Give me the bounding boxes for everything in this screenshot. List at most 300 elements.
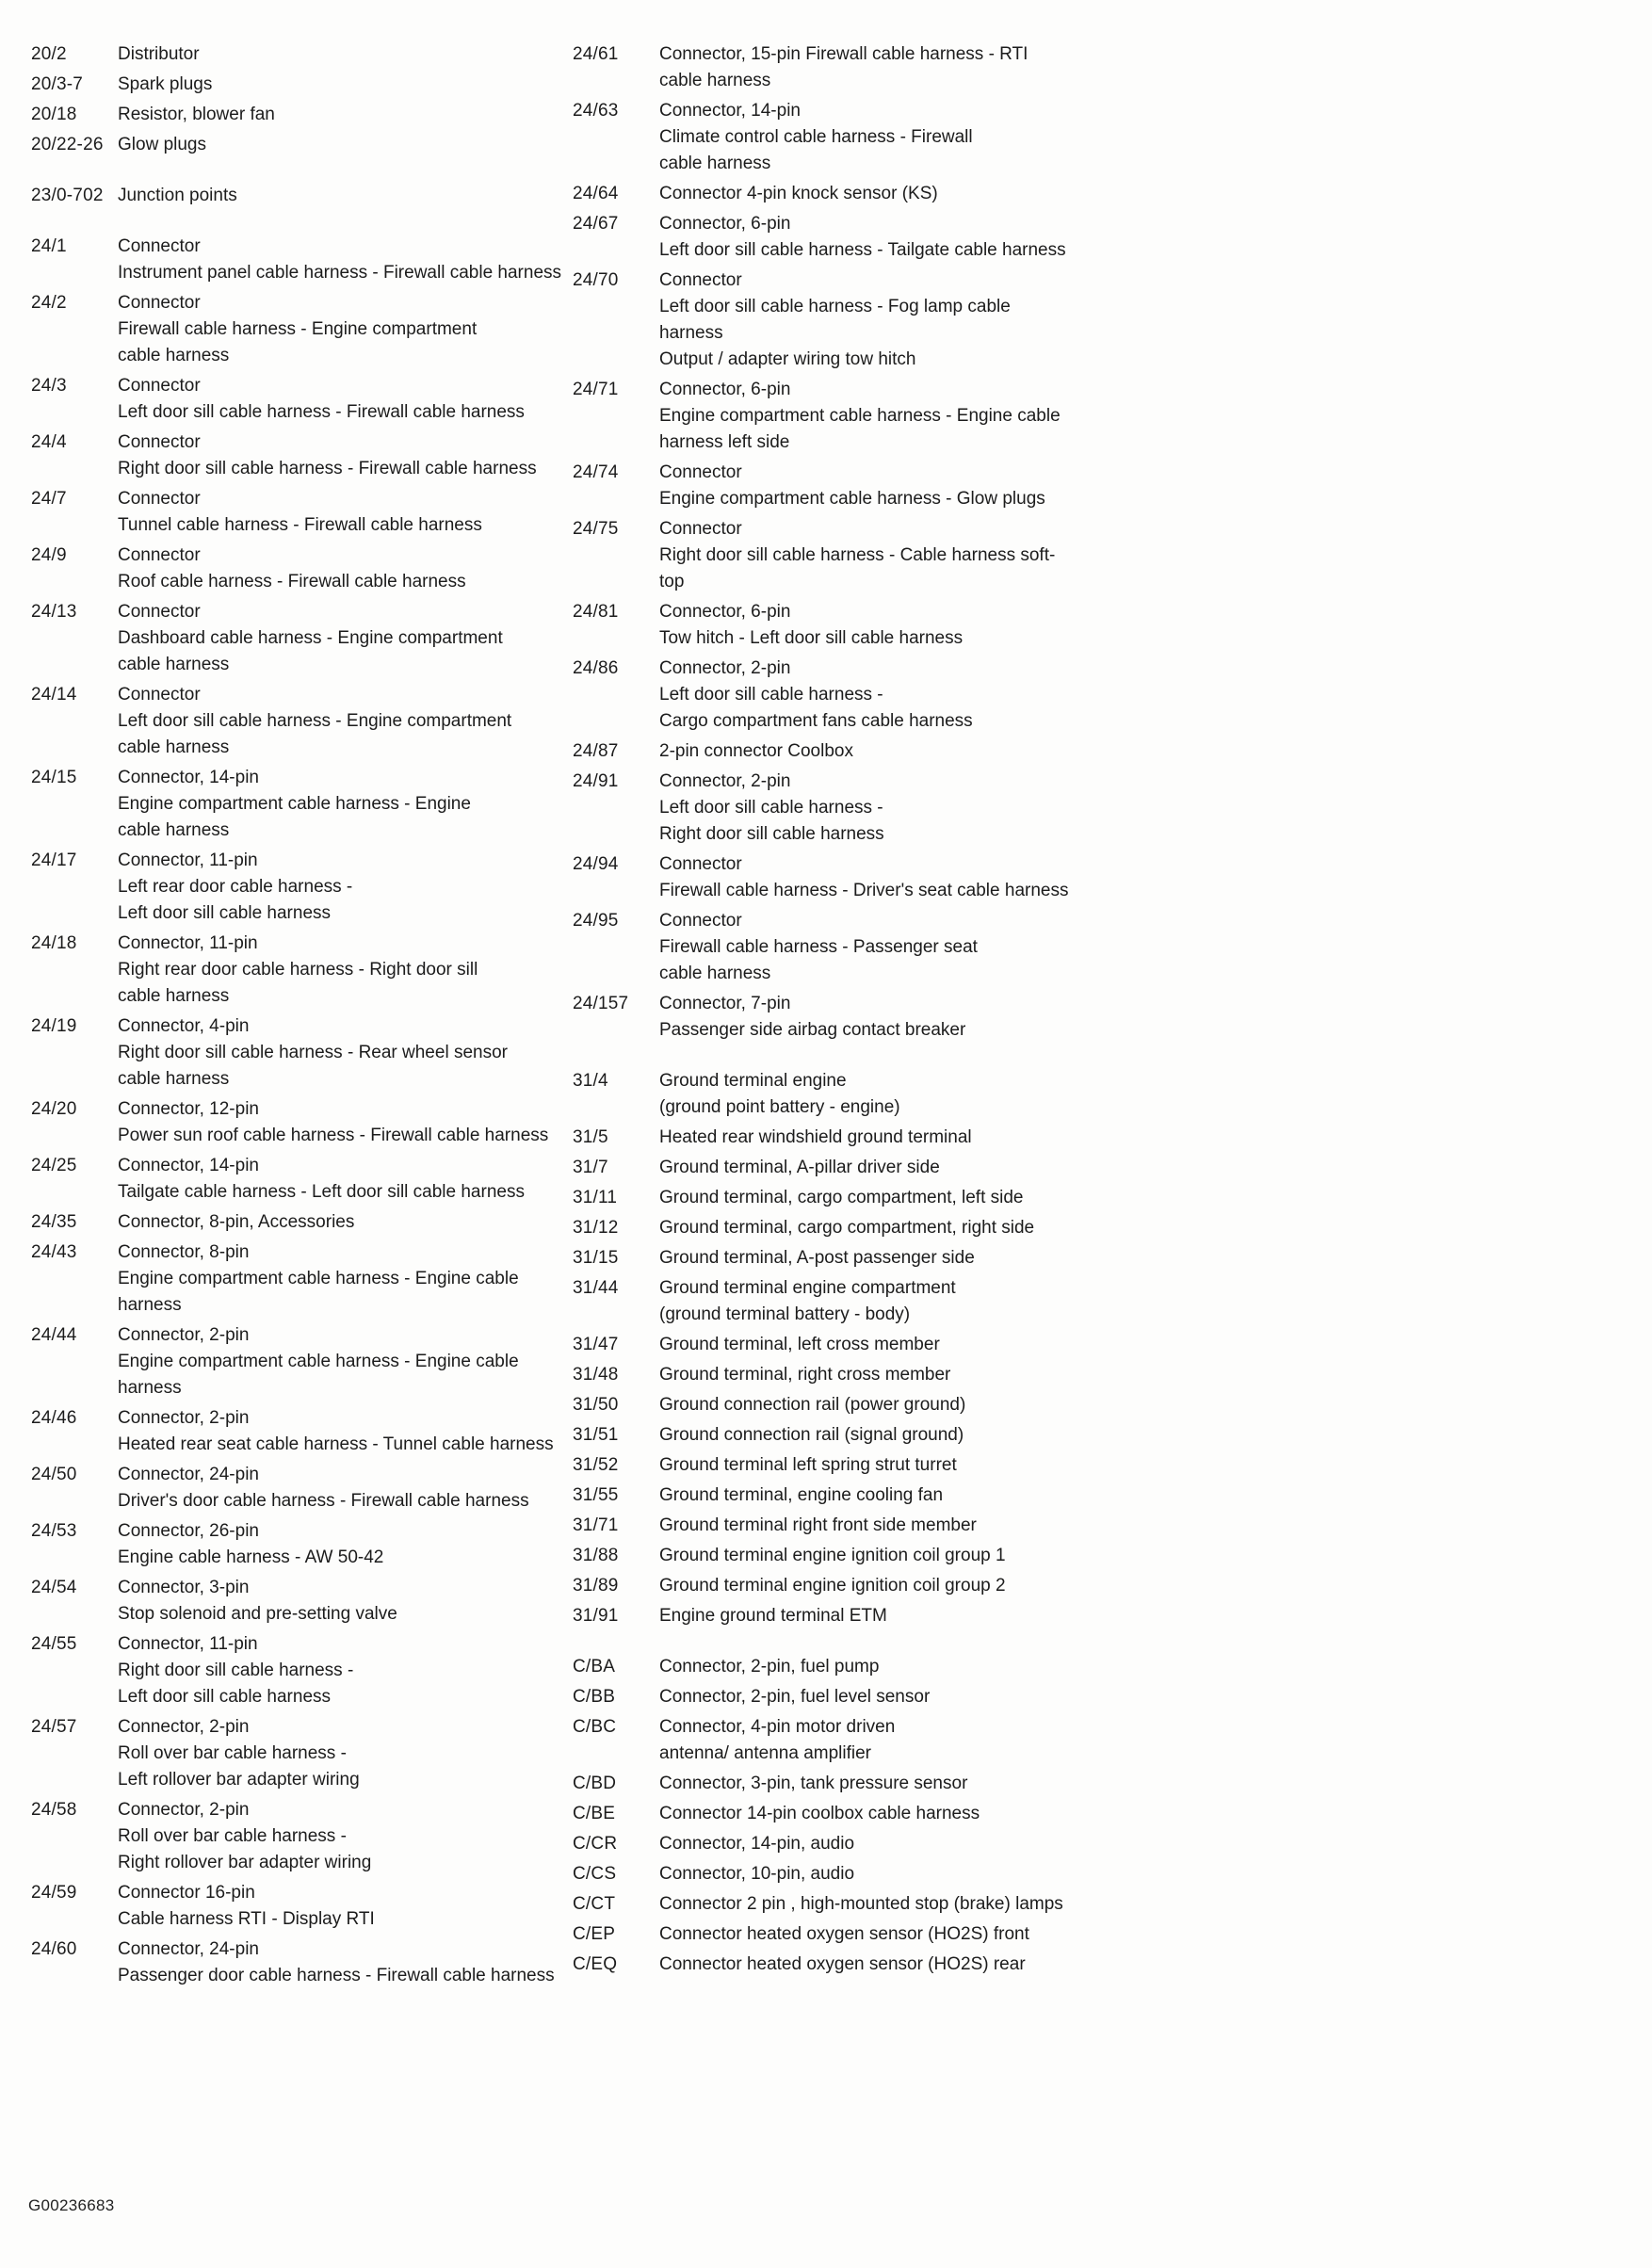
component-code: 24/60 bbox=[31, 1939, 77, 1959]
description-line: Distributor bbox=[118, 44, 200, 64]
component-code: 31/55 bbox=[573, 1485, 619, 1505]
component-description bbox=[659, 656, 1081, 735]
description-line: Spark plugs bbox=[118, 74, 213, 94]
component-code: C/EQ bbox=[573, 1954, 618, 1974]
component-description bbox=[659, 1275, 1081, 1328]
description-line: Ground terminal, A-post passenger side bbox=[659, 1248, 975, 1268]
legend-entry bbox=[31, 72, 573, 98]
description-line: Cargo compartment fans cable harness bbox=[659, 711, 973, 731]
component-description bbox=[118, 290, 573, 369]
component-description bbox=[118, 1631, 573, 1710]
description-line: Connector 4-pin knock sensor (KS) bbox=[659, 184, 938, 203]
description-line: Connector, 2-pin bbox=[118, 1325, 250, 1345]
description-line: Left door sill cable harness - Fog lamp cable harness bbox=[659, 297, 1011, 343]
component-code: 24/75 bbox=[573, 519, 619, 539]
component-description bbox=[659, 1831, 1081, 1857]
description-line: Connector 16-pin bbox=[118, 1883, 255, 1903]
legend-entry bbox=[573, 1831, 1081, 1857]
legend-entry bbox=[573, 1392, 1081, 1418]
description-line: Connector bbox=[118, 293, 201, 313]
component-code: 31/71 bbox=[573, 1515, 619, 1535]
component-code: 20/3-7 bbox=[31, 74, 84, 94]
component-code: 31/52 bbox=[573, 1455, 619, 1475]
description-line: Connector 2 pin , high-mounted stop (brake) lamps bbox=[659, 1894, 1063, 1914]
description-line: Connector, 10-pin, audio bbox=[659, 1864, 855, 1884]
description-line: Left rollover bar adapter wiring bbox=[118, 1770, 360, 1790]
legend-entry bbox=[573, 738, 1081, 765]
description-line: Connector, 7-pin bbox=[659, 994, 791, 1013]
legend-entry bbox=[573, 1332, 1081, 1358]
description-line: Resistor, blower fan bbox=[118, 105, 275, 124]
component-code: 31/88 bbox=[573, 1546, 619, 1565]
description-line: Left door sill cable harness - Engine compartment bbox=[118, 711, 512, 731]
component-code: C/BD bbox=[573, 1774, 617, 1793]
description-line: Connector, 2-pin, fuel level sensor bbox=[659, 1687, 931, 1707]
component-description bbox=[659, 1362, 1081, 1388]
legend-entry bbox=[573, 1362, 1081, 1388]
description-line: Connector bbox=[118, 602, 201, 622]
description-line: Connector, 14-pin, audio bbox=[659, 1834, 855, 1854]
legend-entry bbox=[573, 41, 1081, 94]
description-line: Left door sill cable harness - bbox=[659, 685, 883, 705]
legend-entry bbox=[573, 1482, 1081, 1509]
description-line: Connector bbox=[118, 236, 201, 256]
description-line: Heated rear seat cable harness - Tunnel cable harness bbox=[118, 1434, 554, 1454]
description-line: Connector bbox=[118, 432, 201, 452]
component-description bbox=[659, 991, 1081, 1044]
description-line: Dashboard cable harness - Engine compartment bbox=[118, 628, 503, 648]
component-description bbox=[118, 486, 573, 539]
component-description bbox=[659, 1185, 1081, 1211]
description-line: Passenger side airbag contact breaker bbox=[659, 1020, 966, 1040]
component-code: 31/7 bbox=[573, 1158, 608, 1177]
component-code: 24/25 bbox=[31, 1156, 77, 1175]
legend-entry bbox=[573, 1125, 1081, 1151]
description-line: Right door sill cable harness bbox=[659, 824, 884, 844]
component-description bbox=[659, 460, 1081, 512]
legend-entry bbox=[573, 211, 1081, 264]
description-line: Left rear door cable harness - bbox=[118, 877, 353, 897]
component-description bbox=[659, 41, 1081, 94]
legend-entry bbox=[31, 183, 573, 209]
description-line: cable harness bbox=[118, 820, 230, 840]
component-code: 24/19 bbox=[31, 1016, 77, 1036]
description-line: Connector bbox=[118, 685, 201, 705]
legend-entry bbox=[31, 290, 573, 369]
description-line: Passenger door cable harness - Firewall cable harness bbox=[118, 1966, 555, 1985]
description-line: harness left side bbox=[659, 432, 790, 452]
component-code: 24/81 bbox=[573, 602, 619, 622]
component-code: C/CT bbox=[573, 1894, 616, 1914]
component-description bbox=[659, 98, 1081, 177]
description-line: Driver's door cable harness - Firewall cable harness bbox=[118, 1491, 529, 1511]
component-description bbox=[659, 211, 1081, 264]
legend-entry bbox=[31, 599, 573, 678]
description-line: Connector bbox=[659, 854, 742, 874]
legend-entry bbox=[31, 1153, 573, 1206]
legend-entry bbox=[573, 908, 1081, 987]
component-code: 31/12 bbox=[573, 1218, 619, 1238]
component-code: 24/46 bbox=[31, 1408, 77, 1428]
component-code: 24/95 bbox=[573, 911, 619, 931]
description-line: Instrument panel cable harness - Firewall cable harness bbox=[118, 263, 562, 283]
component-description bbox=[118, 543, 573, 595]
description-line: harness bbox=[118, 1295, 182, 1315]
description-line: Connector, 2-pin bbox=[118, 1717, 250, 1737]
description-line: Connector, 24-pin bbox=[118, 1939, 259, 1959]
component-description bbox=[659, 599, 1081, 652]
description-line: Connector, 2-pin bbox=[118, 1800, 250, 1820]
description-line: Roll over bar cable harness - bbox=[118, 1826, 347, 1846]
component-description bbox=[659, 908, 1081, 987]
description-line: Engine ground terminal ETM bbox=[659, 1606, 887, 1626]
component-description bbox=[659, 377, 1081, 456]
component-description bbox=[118, 682, 573, 761]
description-line: (ground point battery - engine) bbox=[659, 1097, 900, 1117]
component-description bbox=[118, 183, 573, 209]
description-line: Roll over bar cable harness - bbox=[118, 1743, 347, 1763]
description-line: Connector bbox=[659, 519, 742, 539]
legend-entry bbox=[31, 373, 573, 426]
legend-entry bbox=[31, 1239, 573, 1319]
description-line: Connector, 14-pin bbox=[659, 101, 801, 121]
component-code: 24/13 bbox=[31, 602, 77, 622]
description-line: Right rear door cable harness - Right door sill bbox=[118, 960, 478, 980]
description-line: Connector, 2-pin bbox=[659, 658, 791, 678]
component-code: 31/4 bbox=[573, 1071, 608, 1091]
component-code: 24/61 bbox=[573, 44, 619, 64]
description-line: Ground terminal, cargo compartment, left side bbox=[659, 1188, 1024, 1207]
component-description bbox=[659, 769, 1081, 848]
description-line: Connector, 12-pin bbox=[118, 1099, 259, 1119]
legend-entry bbox=[31, 102, 573, 128]
description-line: cable harness bbox=[118, 986, 230, 1006]
description-line: cable harness bbox=[118, 737, 230, 757]
component-code: 20/2 bbox=[31, 44, 67, 64]
legend-entry bbox=[31, 1714, 573, 1793]
legend-entry bbox=[573, 1771, 1081, 1797]
description-line: cable harness bbox=[659, 964, 771, 983]
component-description bbox=[659, 1654, 1081, 1680]
description-line: Connector 14-pin coolbox cable harness bbox=[659, 1804, 980, 1823]
legend-entry bbox=[573, 991, 1081, 1044]
component-description bbox=[659, 1068, 1081, 1121]
legend-entry bbox=[573, 1452, 1081, 1479]
description-line: Left door sill cable harness bbox=[118, 903, 332, 923]
component-description bbox=[118, 1880, 573, 1933]
component-description bbox=[659, 738, 1081, 765]
component-code: 24/63 bbox=[573, 101, 619, 121]
legend-entry bbox=[31, 1518, 573, 1571]
description-line: Connector bbox=[118, 545, 201, 565]
description-line: Connector bbox=[659, 462, 742, 482]
legend-entry bbox=[31, 486, 573, 539]
component-code: 31/15 bbox=[573, 1248, 619, 1268]
description-line: Left door sill cable harness - Firewall cable harness bbox=[118, 402, 525, 422]
description-line: Ground terminal, A-pillar driver side bbox=[659, 1158, 940, 1177]
component-code: 31/91 bbox=[573, 1606, 619, 1626]
description-line: Connector, 11-pin bbox=[118, 933, 258, 953]
description-line: Left door sill cable harness bbox=[118, 1687, 332, 1707]
legend-entry bbox=[573, 1513, 1081, 1539]
legend-entry bbox=[573, 1684, 1081, 1710]
legend-entry bbox=[573, 1068, 1081, 1121]
legend-entry bbox=[573, 267, 1081, 373]
component-description bbox=[118, 1096, 573, 1149]
legend-entry bbox=[573, 1275, 1081, 1328]
description-line: 2-pin connector Coolbox bbox=[659, 741, 853, 761]
component-description bbox=[118, 1797, 573, 1876]
legend-entry bbox=[573, 1215, 1081, 1241]
description-line: cable harness bbox=[659, 154, 771, 173]
description-line: Right rollover bar adapter wiring bbox=[118, 1853, 372, 1872]
legend-entry bbox=[573, 1714, 1081, 1767]
legend-entry bbox=[573, 1861, 1081, 1887]
legend-entry bbox=[31, 41, 573, 68]
legend-entry bbox=[573, 98, 1081, 177]
component-description bbox=[659, 1215, 1081, 1241]
legend-entry bbox=[573, 516, 1081, 595]
description-line: Ground connection rail (signal ground) bbox=[659, 1425, 964, 1445]
description-line: Connector, 11-pin bbox=[118, 850, 258, 870]
description-line: Connector bbox=[118, 489, 201, 509]
description-line: Connector, 8-pin, Accessories bbox=[118, 1212, 355, 1232]
legend-entry bbox=[573, 1155, 1081, 1181]
component-code: 24/87 bbox=[573, 741, 619, 761]
component-code: C/CR bbox=[573, 1834, 618, 1854]
legend-entry bbox=[573, 1422, 1081, 1449]
component-code: C/BA bbox=[573, 1657, 616, 1677]
description-line: Ground terminal engine compartment bbox=[659, 1278, 956, 1298]
description-line: Connector bbox=[659, 270, 742, 290]
description-line: Ground connection rail (power ground) bbox=[659, 1395, 966, 1415]
component-description bbox=[659, 1771, 1081, 1797]
legend-entry bbox=[31, 1575, 573, 1628]
component-code: 24/53 bbox=[31, 1521, 77, 1541]
component-code: 31/5 bbox=[573, 1127, 608, 1147]
description-line: cable harness bbox=[118, 1069, 230, 1089]
description-line: Connector heated oxygen sensor (HO2S) rear bbox=[659, 1954, 1026, 1974]
description-line: Connector, 2-pin bbox=[118, 1408, 250, 1428]
component-description bbox=[118, 1714, 573, 1793]
description-line: Ground terminal left spring strut turret bbox=[659, 1455, 957, 1475]
component-description bbox=[118, 1209, 573, 1236]
component-description bbox=[659, 1543, 1081, 1569]
component-code: 24/70 bbox=[573, 270, 619, 290]
component-code: C/EP bbox=[573, 1924, 616, 1944]
description-line: Firewall cable harness - Engine compartment bbox=[118, 319, 478, 339]
component-code: 24/35 bbox=[31, 1212, 77, 1232]
component-code: 31/48 bbox=[573, 1365, 619, 1385]
component-description bbox=[659, 1155, 1081, 1181]
description-line: Ground terminal, engine cooling fan bbox=[659, 1485, 944, 1505]
description-line: Connector, 3-pin, tank pressure sensor bbox=[659, 1774, 968, 1793]
component-code: 24/57 bbox=[31, 1717, 77, 1737]
component-description bbox=[659, 1392, 1081, 1418]
legend-entry bbox=[573, 460, 1081, 512]
component-description bbox=[659, 1332, 1081, 1358]
description-line: Right door sill cable harness - Cable harness soft-top bbox=[659, 545, 1056, 591]
component-description bbox=[118, 373, 573, 426]
component-code: 24/20 bbox=[31, 1099, 77, 1119]
component-code: 24/9 bbox=[31, 545, 67, 565]
legend-entry bbox=[573, 769, 1081, 848]
legend-entry bbox=[31, 682, 573, 761]
component-code: 24/2 bbox=[31, 293, 67, 313]
component-description bbox=[659, 1245, 1081, 1272]
component-description bbox=[659, 1603, 1081, 1629]
legend-entry bbox=[31, 848, 573, 927]
description-line: Tow hitch - Left door sill cable harness bbox=[659, 628, 964, 648]
legend-entry bbox=[573, 1573, 1081, 1599]
legend-entry bbox=[31, 132, 573, 158]
component-description bbox=[118, 1153, 573, 1206]
component-description bbox=[118, 1518, 573, 1571]
component-code: 31/44 bbox=[573, 1278, 619, 1298]
component-description bbox=[118, 1462, 573, 1515]
component-description bbox=[659, 1921, 1081, 1948]
component-description bbox=[118, 1239, 573, 1319]
component-code: 31/11 bbox=[573, 1188, 618, 1207]
description-line: Stop solenoid and pre-setting valve bbox=[118, 1604, 397, 1624]
description-line: Ground terminal, left cross member bbox=[659, 1335, 940, 1354]
description-line: Ground terminal engine bbox=[659, 1071, 847, 1091]
component-code: C/CS bbox=[573, 1864, 617, 1884]
description-line: (ground terminal battery - body) bbox=[659, 1304, 911, 1324]
description-line: Engine compartment cable harness - Engine cable bbox=[659, 406, 1061, 426]
component-code: 24/55 bbox=[31, 1634, 77, 1654]
component-code: 24/157 bbox=[573, 994, 629, 1013]
legend-column-right bbox=[573, 41, 1081, 1982]
description-line: Connector, 11-pin bbox=[118, 1634, 258, 1654]
component-description bbox=[659, 1573, 1081, 1599]
component-code: 24/58 bbox=[31, 1800, 77, 1820]
component-description bbox=[118, 234, 573, 286]
description-line: Ground terminal engine ignition coil group 1 bbox=[659, 1546, 1006, 1565]
component-code: C/BE bbox=[573, 1804, 616, 1823]
legend-entry bbox=[573, 851, 1081, 904]
component-description bbox=[118, 102, 573, 128]
component-code: 20/18 bbox=[31, 105, 77, 124]
description-line: Engine compartment cable harness - Glow plugs bbox=[659, 489, 1045, 509]
component-code: 24/74 bbox=[573, 462, 619, 482]
description-line: Connector bbox=[659, 911, 742, 931]
component-code: 24/43 bbox=[31, 1242, 77, 1262]
description-line: Right door sill cable harness - bbox=[118, 1660, 354, 1680]
description-line: Climate control cable harness - Firewall bbox=[659, 127, 973, 147]
description-line: Connector, 3-pin bbox=[118, 1578, 250, 1597]
description-line: Heated rear windshield ground terminal bbox=[659, 1127, 972, 1147]
description-line: harness bbox=[118, 1378, 182, 1398]
legend-entry bbox=[573, 1952, 1081, 1978]
legend-column-left bbox=[31, 41, 573, 1993]
component-code: 31/47 bbox=[573, 1335, 619, 1354]
component-code: 24/18 bbox=[31, 933, 77, 953]
description-line: Roof cable harness - Firewall cable harness bbox=[118, 572, 466, 591]
description-line: Ground terminal engine ignition coil group 2 bbox=[659, 1576, 1006, 1596]
legend-entry bbox=[573, 1543, 1081, 1569]
component-description bbox=[659, 1861, 1081, 1887]
component-description bbox=[118, 1013, 573, 1093]
component-description bbox=[659, 1952, 1081, 1978]
description-line: Right door sill cable harness - Rear wheel sensor bbox=[118, 1043, 508, 1062]
description-line: Right door sill cable harness - Firewall cable harness bbox=[118, 459, 537, 478]
component-description bbox=[659, 516, 1081, 595]
legend-entry bbox=[573, 1921, 1081, 1948]
description-line: Connector heated oxygen sensor (HO2S) front bbox=[659, 1924, 1029, 1944]
component-description bbox=[659, 1801, 1081, 1827]
component-description bbox=[659, 851, 1081, 904]
component-code: C/BC bbox=[573, 1717, 617, 1737]
component-code: 24/67 bbox=[573, 214, 619, 234]
legend-entry bbox=[31, 1209, 573, 1236]
component-description bbox=[659, 1452, 1081, 1479]
component-code: 24/14 bbox=[31, 685, 77, 705]
component-code: 24/91 bbox=[573, 771, 619, 791]
description-line: Left door sill cable harness - Tailgate cable harness bbox=[659, 240, 1066, 260]
legend-entry bbox=[573, 181, 1081, 207]
description-line: Engine cable harness - AW 50-42 bbox=[118, 1547, 384, 1567]
component-code: 24/4 bbox=[31, 432, 67, 452]
description-line: Power sun roof cable harness - Firewall cable harness bbox=[118, 1126, 549, 1145]
legend-entry bbox=[31, 543, 573, 595]
component-description bbox=[118, 1575, 573, 1628]
component-code: 24/7 bbox=[31, 489, 67, 509]
legend-entry bbox=[31, 1880, 573, 1933]
legend-entry bbox=[31, 1797, 573, 1876]
legend-entry bbox=[31, 429, 573, 482]
legend-entry bbox=[31, 765, 573, 844]
legend-entry bbox=[573, 1185, 1081, 1211]
component-description bbox=[118, 1322, 573, 1401]
description-line: Ground terminal, cargo compartment, right side bbox=[659, 1218, 1035, 1238]
component-description bbox=[118, 1936, 573, 1989]
component-description bbox=[659, 181, 1081, 207]
description-line: Output / adapter wiring tow hitch bbox=[659, 349, 916, 369]
description-line: Engine compartment cable harness - Engine cable bbox=[118, 1352, 519, 1371]
component-description bbox=[118, 429, 573, 482]
description-line: Connector, 24-pin bbox=[118, 1465, 259, 1484]
component-code: 24/50 bbox=[31, 1465, 77, 1484]
description-line: cable harness bbox=[659, 71, 771, 90]
legend-entry bbox=[573, 599, 1081, 652]
component-description bbox=[118, 931, 573, 1010]
component-description bbox=[659, 1513, 1081, 1539]
legend-entry bbox=[31, 1096, 573, 1149]
component-code: 24/44 bbox=[31, 1325, 77, 1345]
component-description bbox=[659, 1482, 1081, 1509]
description-line: Tailgate cable harness - Left door sill cable harness bbox=[118, 1182, 525, 1202]
legend-entry bbox=[573, 1801, 1081, 1827]
component-code: 24/1 bbox=[31, 236, 67, 256]
component-code: 24/59 bbox=[31, 1883, 77, 1903]
component-description bbox=[659, 1422, 1081, 1449]
component-description bbox=[659, 1714, 1081, 1767]
legend-entry bbox=[573, 1603, 1081, 1629]
legend-entry bbox=[31, 1631, 573, 1710]
legend-entry bbox=[31, 931, 573, 1010]
component-description bbox=[659, 267, 1081, 373]
description-line: Connector, 8-pin bbox=[118, 1242, 250, 1262]
component-code: 24/71 bbox=[573, 380, 619, 399]
component-code: 24/64 bbox=[573, 184, 619, 203]
description-line: Connector, 26-pin bbox=[118, 1521, 259, 1541]
description-line: Connector, 2-pin bbox=[659, 771, 791, 791]
description-line: Connector, 6-pin bbox=[659, 380, 791, 399]
description-line: Connector, 14-pin bbox=[118, 1156, 259, 1175]
component-code: 20/22-26 bbox=[31, 135, 104, 154]
component-description bbox=[118, 72, 573, 98]
